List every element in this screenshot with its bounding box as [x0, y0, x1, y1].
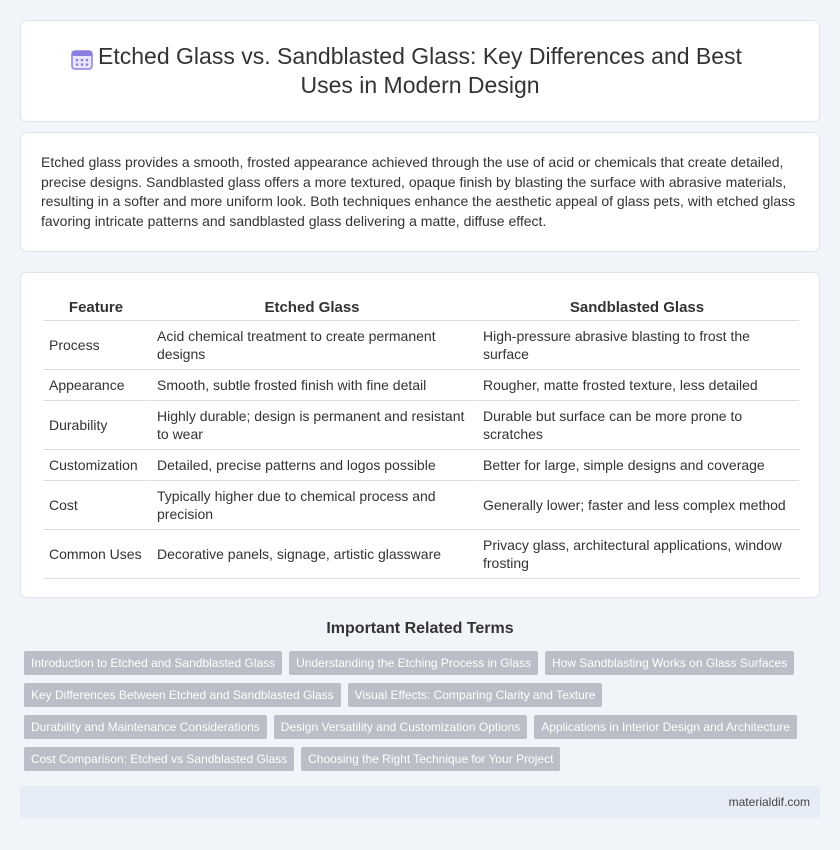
header-feature: Feature	[43, 291, 149, 321]
footer	[20, 786, 820, 818]
header-etched-glass: Etched Glass	[149, 291, 475, 321]
table-row	[43, 401, 799, 450]
table-row	[43, 481, 799, 530]
etched-cell: Detailed, precise patterns and logos possible	[149, 450, 475, 481]
etched-cell: Smooth, subtle frosted finish with fine detail	[149, 370, 475, 401]
etched-cell: Highly durable; design is permanent and resistant to wear	[149, 401, 475, 450]
table-row	[43, 321, 799, 370]
intro-paragraph: Etched glass provides a smooth, frosted appearance achieved through the use of acid or chemicals that create detailed, precise designs. Sandblasted glass offers a more textured, opaque finish by blasting the surface with abrasive materials, resulting in a softer and more uniform look. Both techniques enhance the aesthetic appeal of glass pets, with etched glass favoring intricate patterns and sandblasted glass delivering a matte, diffuse effect.	[41, 154, 796, 229]
sandblasted-cell: High-pressure abrasive blasting to frost the surface	[475, 321, 799, 370]
sandblasted-cell: Durable but surface can be more prone to scratches	[475, 401, 799, 450]
table-header-row	[43, 291, 799, 321]
table-row	[43, 530, 799, 579]
related-term-tag[interactable]: Durability and Maintenance Considerations	[24, 715, 267, 739]
related-terms-title: Important Related Terms	[326, 620, 514, 637]
etched-cell: Typically higher due to chemical process and precision	[149, 481, 475, 530]
page-title: Etched Glass vs. Sandblasted Glass: Key Differences and Best Uses in Modern Design	[98, 43, 742, 98]
sandblasted-cell: Better for large, simple designs and coverage	[475, 450, 799, 481]
related-term-tag[interactable]: Understanding the Etching Process in Glass	[289, 651, 538, 675]
related-term-tag[interactable]: Choosing the Right Technique for Your Project	[301, 747, 560, 771]
table-row	[43, 370, 799, 401]
etched-cell: Decorative panels, signage, artistic glassware	[149, 530, 475, 579]
intro-card	[20, 132, 820, 252]
related-term-tag[interactable]: Design Versatility and Customization Options	[274, 715, 527, 739]
table-row	[43, 450, 799, 481]
feature-cell: Common Uses	[43, 530, 149, 579]
related-terms-list	[24, 651, 814, 771]
related-term-tag[interactable]: Introduction to Etched and Sandblasted Glass	[24, 651, 282, 675]
etched-cell: Acid chemical treatment to create permanent designs	[149, 321, 475, 370]
related-term-tag[interactable]: Applications in Interior Design and Architecture	[534, 715, 797, 739]
comparison-card	[20, 272, 820, 598]
sandblasted-cell: Privacy glass, architectural applications, window frosting	[475, 530, 799, 579]
header-sandblasted-glass: Sandblasted Glass	[475, 291, 799, 321]
related-term-tag[interactable]: How Sandblasting Works on Glass Surfaces	[545, 651, 794, 675]
related-term-tag[interactable]: Key Differences Between Etched and Sandblasted Glass	[24, 683, 341, 707]
feature-cell: Customization	[43, 450, 149, 481]
feature-cell: Cost	[43, 481, 149, 530]
feature-cell: Process	[43, 321, 149, 370]
header-card	[20, 20, 820, 122]
sandblasted-cell: Generally lower; faster and less complex method	[475, 481, 799, 530]
related-term-tag[interactable]: Visual Effects: Comparing Clarity and Texture	[348, 683, 603, 707]
related-term-tag[interactable]: Cost Comparison: Etched vs Sandblasted Glass	[24, 747, 294, 771]
footer-site-link[interactable]: materialdif.com	[728, 795, 810, 809]
feature-cell: Appearance	[43, 370, 149, 401]
sandblasted-cell: Rougher, matte frosted texture, less detailed	[475, 370, 799, 401]
comparison-table	[43, 291, 799, 579]
feature-cell: Durability	[43, 401, 149, 450]
